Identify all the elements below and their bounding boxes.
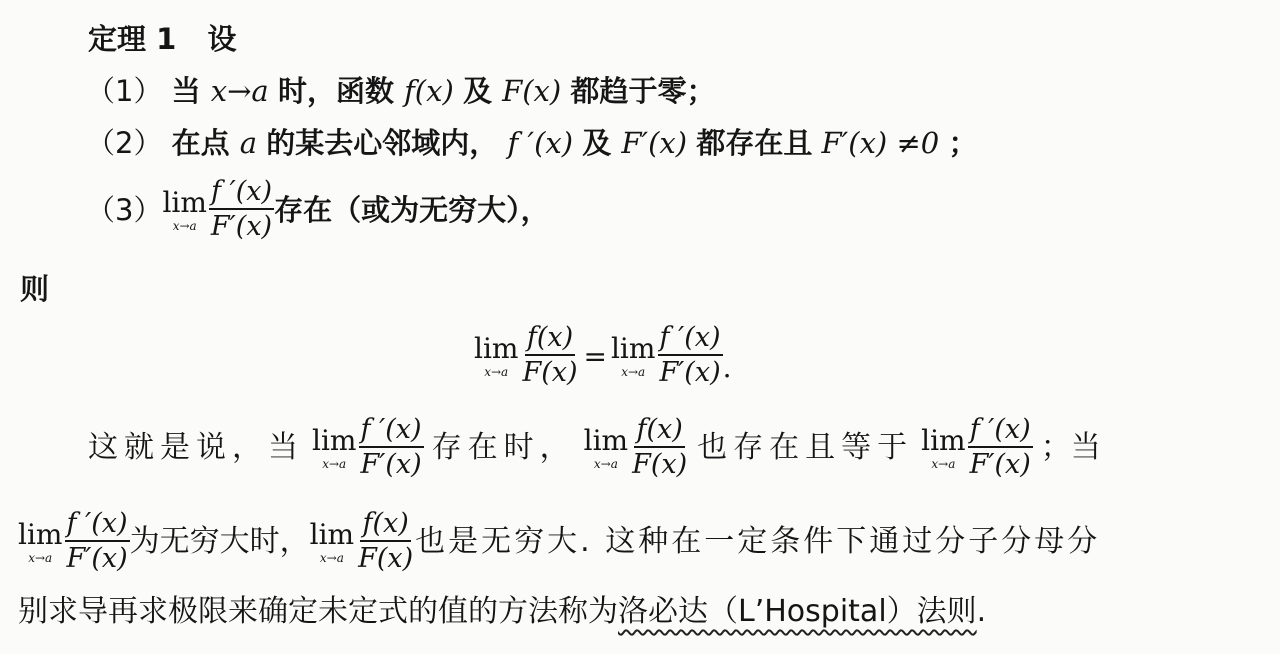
lim-word: lim [312,424,357,457]
condition-text: 都趋于零； [570,74,716,108]
condition-text: 的某去心邻域内， [266,126,499,160]
lim-subscript: x→a [593,457,618,471]
lim-subscript: x→a [172,219,197,233]
lim-subscript: x→a [28,551,53,565]
lim-word: lim [474,332,519,365]
math-expression: F(x) [502,74,562,108]
lim-word: lim [18,518,63,551]
limit-operator [310,520,354,564]
fraction [356,508,415,576]
lim-subscript: x→a [484,365,509,379]
theorem-intro: 设 [207,22,237,56]
lim-word: lim [309,518,355,551]
limit-expression [18,508,130,576]
lim-subscript: x→a [319,551,344,565]
condition-text: 都存在且 [696,126,813,160]
equals-sign: = [583,339,607,373]
paragraph-line-3 [18,594,986,630]
condition-text: 时，函数 [277,74,405,108]
limit-expression [310,508,416,576]
limit-operator [162,188,206,232]
fraction-denominator: F′(x) [210,211,273,242]
paragraph-text: 也存在且等于 [697,430,914,465]
limit-operator [584,426,628,470]
fraction [630,414,689,482]
paragraph-text: 也是无穷大. 这种在一定条件下通过分子分母分 [415,524,1101,559]
limit-operator [474,334,518,378]
period: . [722,351,732,384]
math-expression: f(x) [404,74,454,108]
limit-operator [611,334,655,378]
fraction [968,414,1033,482]
fraction [657,322,722,390]
theorem-title: 定理 1 [88,22,177,56]
paragraph-text: 别求导再求极限来确定未定式的值的方法称为 [18,594,618,629]
fraction-numerator: f ′(x) [209,176,274,210]
fraction-denominator: F(x) [632,449,688,480]
math-expression: x→a [210,74,269,108]
condition-text: 当 [171,74,211,108]
condition-text: ； [948,126,978,160]
fraction [209,176,274,244]
fraction [64,508,129,576]
fraction-numerator: f ′(x) [65,508,130,542]
limit-operator [921,426,965,470]
limit-expression [584,414,690,482]
fraction-denominator: F(x) [522,357,578,388]
paragraph-line-2 [18,508,1100,576]
math-expression: F′(x) [621,126,688,160]
condition-text: 及 [582,126,622,160]
paragraph-text: 存在时， [431,430,576,465]
limit-expression [474,322,580,390]
theorem-heading [88,22,237,56]
lhospital-formula [474,322,732,390]
paragraph-line-1 [88,414,1101,482]
lim-word: lim [921,424,966,457]
limit-expression [921,414,1033,482]
limit-expression [312,414,424,482]
fraction-denominator: F′(x) [66,543,128,574]
fraction-denominator: F(x) [358,543,414,574]
rule-name-emphasis: 洛必达（L’Hospital）法则 [618,594,977,629]
period: . [976,594,987,629]
limit-expression [611,322,723,390]
then-label: 则 [20,272,50,306]
paragraph-text: 为无穷大时， [129,524,310,559]
lim-word: lim [162,186,207,219]
condition-3 [86,176,550,244]
paragraph-text: 这就是说，当 [88,430,304,465]
math-expression: a [239,126,258,160]
math-expression: F′(x) ≠0 [821,126,940,160]
fraction [520,322,579,390]
condition-text: 及 [463,74,503,108]
condition-1 [86,74,715,108]
condition-number: （3） [86,193,163,227]
fraction-numerator: f(x) [634,414,684,448]
condition-number: （2） [86,126,163,160]
fraction-numerator: f ′(x) [968,414,1033,448]
limit-operator [18,520,62,564]
fraction-numerator: f(x) [525,322,575,356]
limit-operator [312,426,356,470]
fraction-denominator: F′(x) [360,449,422,480]
fraction-numerator: f(x) [360,508,410,542]
fraction-denominator: F′(x) [969,449,1031,480]
condition-number: （1） [86,74,163,108]
lim-subscript: x→a [931,457,956,471]
lim-word: lim [610,332,656,365]
condition-2 [86,126,977,160]
fraction-denominator: F′(x) [659,357,721,388]
condition-text: 在点 [171,126,240,160]
fraction [358,414,423,482]
math-expression: f ′(x) [507,126,574,160]
lim-subscript: x→a [621,365,646,379]
lim-word: lim [583,424,629,457]
lim-subscript: x→a [322,457,347,471]
fraction-numerator: f ′(x) [359,414,424,448]
condition-text: 存在（或为无穷大）， [274,193,550,227]
paragraph-text: ；当 [1040,430,1101,465]
limit-expression [162,176,274,244]
fraction-numerator: f ′(x) [658,322,723,356]
